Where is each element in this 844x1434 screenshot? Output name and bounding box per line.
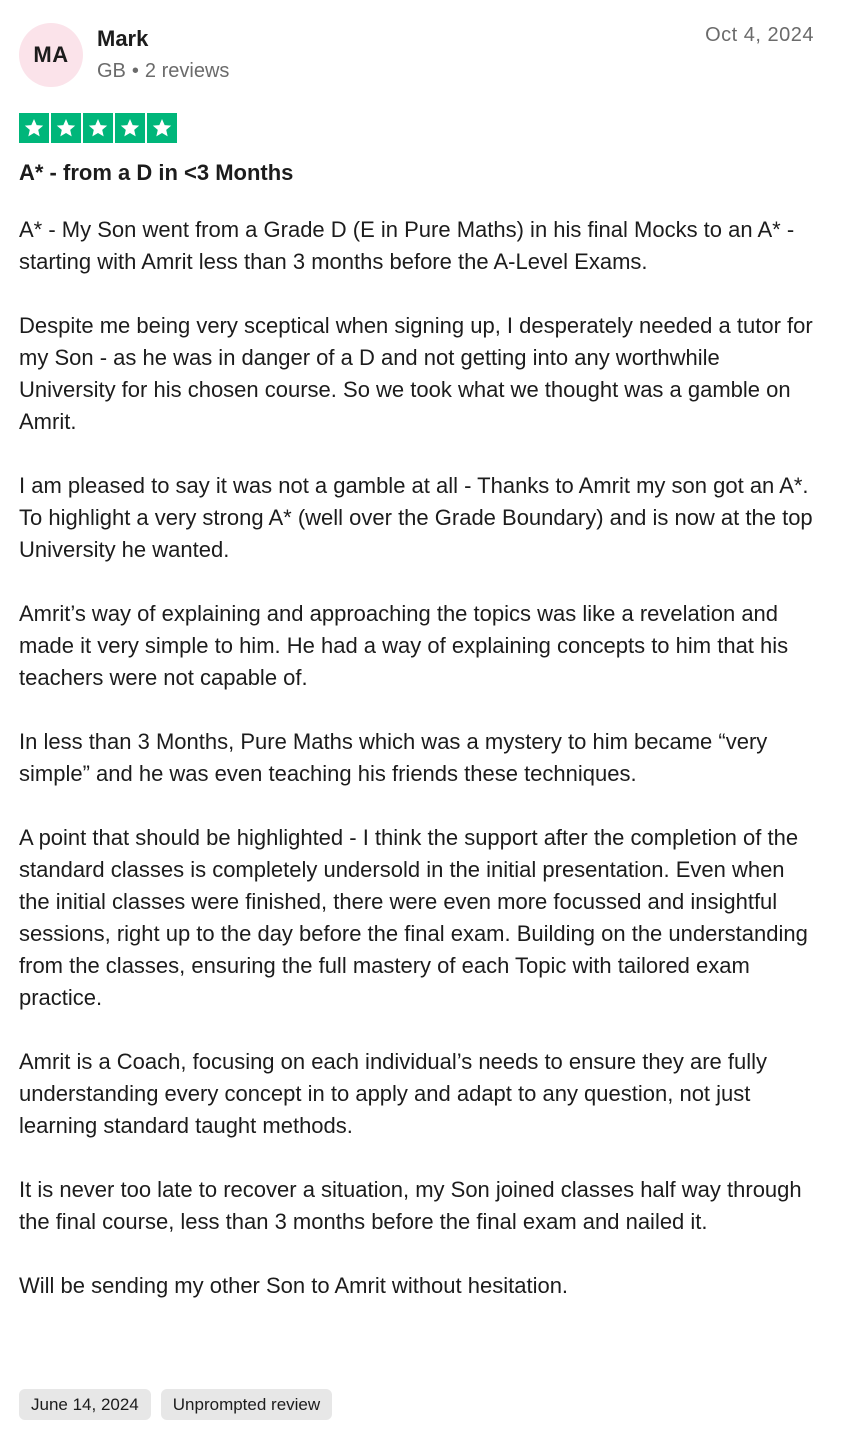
- reviewer-review-count: 2 reviews: [144, 60, 230, 82]
- review-paragraph: A* - My Son went from a Grade D (E in Pure Maths) in his final Mocks to an A* - starting with Amrit less than 3 months before the A-Level Exams.: [19, 217, 795, 274]
- review-body: [19, 214, 819, 1302]
- experience-date-badge: June 14, 2024: [19, 1389, 151, 1420]
- review-paragraph: A point that should be highlighted - I think the support after the completion of the standard classes is completely undersold in the initial presentation. Even when the initial classes were finished, there were even more focussed and insightful sessions, right up to the day before the final exam. Building on the understanding from the classes, ensuring the full mastery of each Topic with tailored exam practice.: [19, 825, 808, 1010]
- review-paragraph: Will be sending my other Son to Amrit without hesitation.: [19, 1273, 569, 1298]
- review-paragraph: It is never too late to recover a situation, my Son joined classes half way through the final course, less than 3 months before the final exam and nailed it.: [19, 1177, 802, 1234]
- star-rating: [19, 113, 177, 143]
- review-paragraph: Amrit’s way of explaining and approaching the topics was like a revelation and made it very simple to him. He had a way of explaining concepts to him that his teachers were not capable of.: [19, 601, 789, 690]
- unprompted-review-badge[interactable]: Unprompted review: [161, 1389, 332, 1420]
- reviewer-country: GB: [97, 60, 126, 82]
- review-paragraph: Despite me being very sceptical when signing up, I desperately needed a tutor for my Son - as he was in danger of a D and not getting into any worthwhile University for his chosen course. So we took what we thought was a gamble on Amrit.: [19, 313, 813, 434]
- reviewer-meta: [97, 60, 229, 83]
- star-icon: [51, 113, 81, 143]
- review-title: A* - from a D in <3 Months: [19, 160, 294, 185]
- review-paragraph: In less than 3 Months, Pure Maths which was a mystery to him became “very simple” and he was even teaching his friends these techniques.: [19, 729, 768, 786]
- star-icon: [19, 113, 49, 143]
- star-icon: [83, 113, 113, 143]
- review-paragraph: I am pleased to say it was not a gamble at all - Thanks to Amrit my son got an A*. To highlight a very strong A* (well over the Grade Boundary) and is now at the top University he wanted.: [19, 473, 813, 562]
- star-icon: [115, 113, 145, 143]
- review-paragraph: Amrit is a Coach, focusing on each individual’s needs to ensure they are fully understanding every concept in to apply and adapt to any question, not just learning standard taught methods.: [19, 1049, 768, 1138]
- reviewer-name[interactable]: Mark: [97, 26, 149, 51]
- review-tags: [19, 1389, 332, 1420]
- review-header: [19, 23, 814, 93]
- avatar[interactable]: MA: [19, 23, 83, 87]
- meta-separator: •: [131, 60, 139, 82]
- star-icon: [147, 113, 177, 143]
- review-date: Oct 4, 2024: [705, 24, 814, 46]
